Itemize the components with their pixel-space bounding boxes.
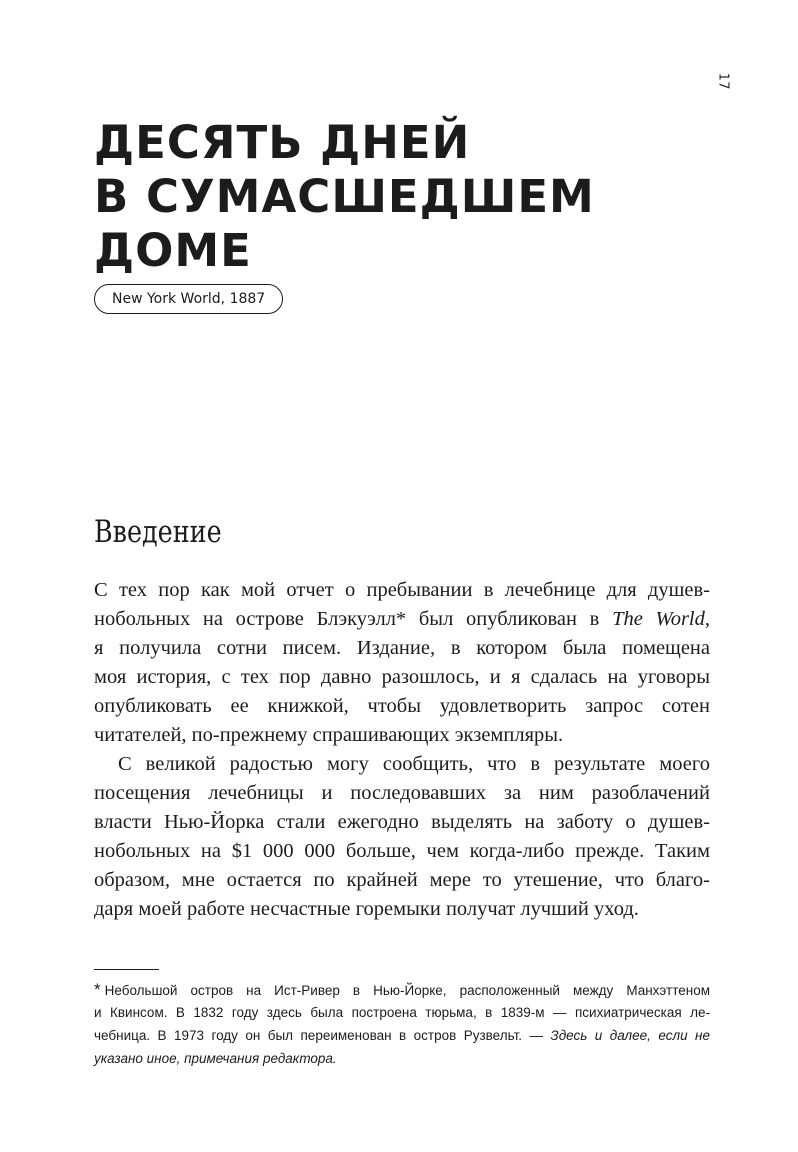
- footnote-line: и Квинсом. В 1832 году здесь была построена тюрьма, в 1839-м — психиатрическая ле-: [94, 1005, 710, 1020]
- footnote-text: чебница. В 1973 году он был переименован в остров Рузвельт. —: [94, 1028, 551, 1043]
- footnote-editor-note: указано иное, примечания редактора.: [94, 1051, 337, 1066]
- chapter-title-line: ДОМЕ: [94, 224, 252, 277]
- chapter-title-line: В СУМАСШЕДШЕМ: [94, 170, 595, 223]
- body-line: моя история, с тех пор давно разошлось, и я сдалась на уговоры: [94, 666, 710, 688]
- section-heading: Введение: [94, 514, 222, 550]
- footnote-divider: [94, 969, 159, 970]
- page-number: 17: [715, 72, 731, 91]
- footnote-line: [94, 978, 710, 1001]
- footnote: [94, 978, 710, 1070]
- footnote-editor-note: Здесь и далее, если не: [550, 1028, 710, 1043]
- source-badge: New York World, 1887: [94, 284, 283, 314]
- body-line: [94, 605, 710, 634]
- body-line: посещения лечебницы и последовавших за ним разоблачений: [94, 782, 710, 804]
- body-line: С великой радостью могу сообщить, что в результате моего: [118, 753, 710, 775]
- footnote-marker: *: [94, 980, 101, 999]
- body-line: власти Нью-Йорка стали ежегодно выделять на заботу о душев-: [94, 811, 710, 833]
- body-line: образом, мне остается по крайней мере то утешение, что благо-: [94, 869, 710, 891]
- footnote-line: [94, 1047, 710, 1070]
- body-text: [94, 576, 710, 924]
- body-line: С тех пор как мой отчет о пребывании в лечебнице для душев-: [94, 579, 710, 601]
- body-line: нобольных на $1 000 000 больше, чем когда-либо прежде. Таким: [94, 840, 710, 862]
- chapter-title-line: ДЕСЯТЬ ДНЕЙ: [94, 116, 471, 169]
- footnote-line: [94, 1024, 710, 1047]
- footnote-text: Небольшой остров на Ист-Ривер в Нью-Йорке, расположенный между Манхэттеном: [104, 983, 710, 998]
- body-line: я получила сотни писем. Издание, в котором была помещена: [94, 637, 710, 659]
- chapter-title: [94, 116, 595, 278]
- body-line: опубликовать ее книжкой, чтобы удовлетворить запрос сотен: [94, 695, 710, 717]
- body-line-punct: ,: [704, 608, 711, 630]
- body-line: читателей, по-прежнему спрашивающих экземпляры.: [94, 724, 564, 746]
- publication-name: The World: [612, 608, 705, 630]
- body-line-text: нобольных на острове Блэкуэлл* был опубликован в: [94, 608, 613, 630]
- body-line: даря моей работе несчастные горемыки получат лучший уход.: [94, 898, 639, 920]
